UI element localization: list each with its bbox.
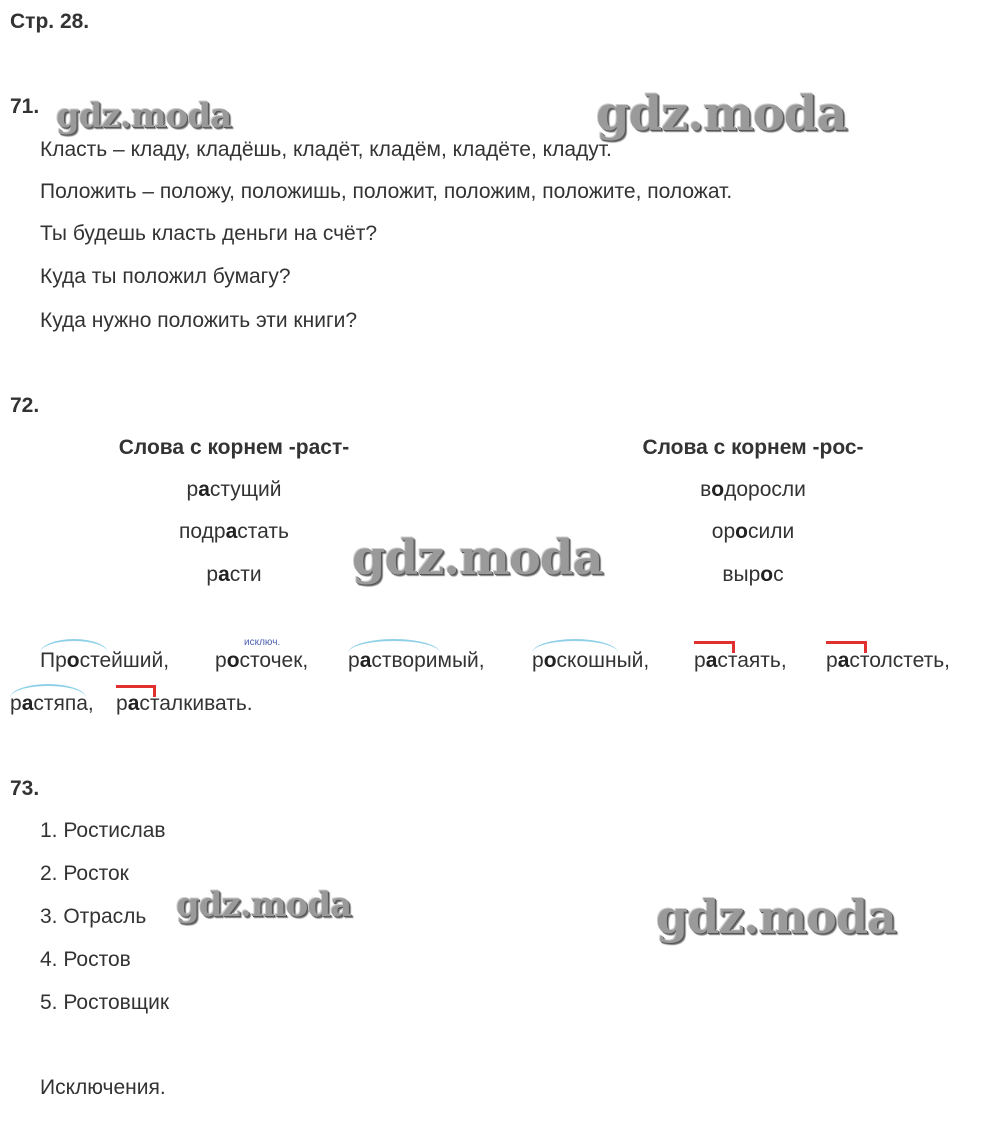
rast-word: подрастать bbox=[179, 520, 289, 543]
exception-note: исключ. bbox=[244, 637, 281, 648]
analysis-word: растяпа, bbox=[10, 692, 94, 715]
ex73-item: 1. Ростислав bbox=[40, 819, 166, 842]
watermark-logo: gdz.moda bbox=[56, 96, 232, 136]
ex73-item: 4. Ростов bbox=[40, 948, 131, 971]
ex71-line-4: Куда ты положил бумагу? bbox=[40, 265, 291, 288]
analysis-word: Простейший, bbox=[40, 649, 170, 672]
ex73-footer: Исключения. bbox=[40, 1076, 166, 1099]
rast-word: расти bbox=[206, 563, 262, 586]
ex71-line-1: Класть – кладу, кладёшь, кладёт, кладём, кладёте, кладут. bbox=[40, 138, 612, 161]
analysis-word: растворимый, bbox=[348, 649, 485, 672]
root-rast-header: Слова с корнем -раст- bbox=[118, 436, 350, 459]
ex71-line-2: Положить – положу, положишь, положит, положим, положите, положат. bbox=[40, 180, 733, 203]
analysis-word: росточек, bbox=[215, 649, 309, 672]
exercise-73-number: 73. bbox=[10, 777, 40, 800]
page-title: Стр. 28. bbox=[10, 10, 90, 33]
ros-word: оросили bbox=[711, 520, 795, 543]
rast-word: растущий bbox=[186, 478, 282, 501]
ex71-line-5: Куда нужно положить эти книги? bbox=[40, 309, 358, 332]
ex73-item: 5. Ростовщик bbox=[40, 991, 170, 1014]
watermark-logo: gdz.moda bbox=[656, 890, 896, 944]
ros-word: водоросли bbox=[700, 478, 806, 501]
analysis-word: расталкивать. bbox=[116, 692, 253, 715]
root-ros-header: Слова с корнем -рос- bbox=[642, 436, 864, 459]
analysis-word: растаять, bbox=[694, 649, 787, 672]
watermark-logo: gdz.moda bbox=[176, 885, 352, 925]
watermark-logo: gdz.moda bbox=[596, 86, 847, 142]
ex71-line-3: Ты будешь класть деньги на счёт? bbox=[40, 222, 377, 245]
watermark-logo: gdz.moda bbox=[352, 530, 603, 586]
exercise-71-number: 71. bbox=[10, 95, 40, 118]
exercise-72-number: 72. bbox=[10, 394, 40, 417]
ros-word: вырос bbox=[722, 563, 784, 586]
ex73-item: 2. Росток bbox=[40, 862, 129, 885]
analysis-word: роскошный, bbox=[532, 649, 650, 672]
ex73-item: 3. Отрасль bbox=[40, 905, 147, 928]
analysis-word: растолстеть, bbox=[826, 649, 950, 672]
